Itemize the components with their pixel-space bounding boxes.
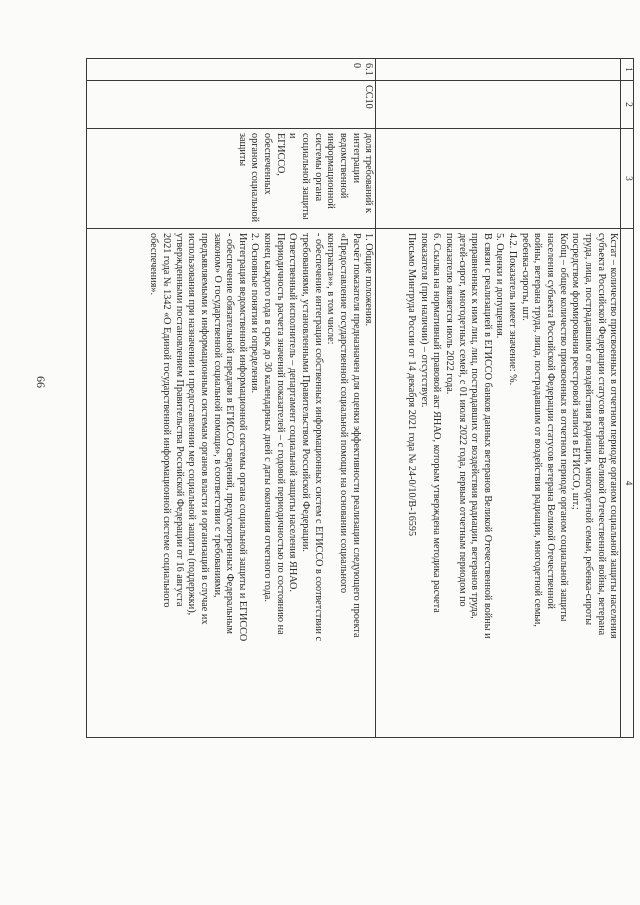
text-line: войны, ветерана труда, лица, пострадавшим от воздействия радиации, многодетной семьи, (532, 233, 544, 627)
text-line: детей-сирот, многодетных семей, с 01 июля 2022 года, первым отчетным периодом по (456, 233, 468, 607)
text-line: обеспеченных (262, 133, 274, 195)
table-header-row (621, 59, 634, 738)
indicator-table (86, 58, 634, 738)
text-line: информационной (325, 133, 337, 209)
text-line: 1. Общие положения. (363, 233, 375, 326)
cell-number: 6.10 (87, 59, 376, 81)
text-line: Интеграция ведомственной информационной системы органа социальной защиты и ЕГИССО (236, 233, 248, 642)
cell-methodology (376, 229, 621, 738)
text-line: 5. Оценки и допущения. (494, 233, 506, 339)
text-line: органом социальной (249, 133, 261, 223)
table-row-continuation (376, 59, 621, 738)
text-line: 6. Ссылка на нормативный правовой акт ЯНАО, которым утверждена методика расчета (431, 233, 443, 613)
text-line: контракта»», в том числе: (325, 233, 337, 345)
table-row-6-10 (87, 59, 376, 738)
text-line: защиты (236, 133, 248, 167)
text-line: 2. Основные понятия и определения. (249, 233, 261, 394)
text-line: доля требований к (363, 133, 375, 213)
text-line: Расчёт показателя предназначен для оценки эффективности реализации следующего проекта (350, 233, 362, 638)
header-cell: 2 (621, 81, 634, 129)
text-line: приравненных к ним лиц, лиц, пострадавших от воздействия радиации, ветеранов труда, (469, 233, 481, 619)
text-line: Периодичность расчета значений показателей – с годовой периодичностью по состоянию на (274, 233, 286, 635)
text-line: 2021 года № 1342 «О Единой государственной информационной системе социального (160, 233, 172, 608)
cell-code (376, 81, 621, 129)
text-line: использования при назначении и предоставлении мер социальной защиты (поддержки), (186, 233, 198, 616)
text-line: субъекта Российской Федерации статусов ветерана Великой Отечественной войны, ветерана (595, 233, 607, 636)
header-cell: 1 (621, 59, 634, 81)
text-line: Письмо Минтруда России от 14 декабря 2021 года № 24-0/10/В-16595 (405, 233, 417, 537)
text-line: утвержденными постановлением Правительства Российской Федерации от 16 августа (173, 233, 185, 607)
text-line: социальной защиты и (287, 133, 312, 220)
text-line: показателя (при наличии) – отсутствует. (418, 233, 430, 408)
cell-number (376, 59, 621, 81)
text-line: «Предоставление государственной социальной помощи на основании социального (337, 233, 349, 594)
header-cell: 3 (621, 129, 634, 229)
text-line: требованиями, установленными Правительством Российской Федерации. (300, 233, 312, 552)
text-line: законом» О государственной социальной помощи», в соответствии с требованиями, (211, 233, 223, 598)
rotated-table-container (86, 58, 634, 738)
text-line: Кстат – количество присвоенных в отчетном периоде органом социальной защиты населения (608, 233, 620, 639)
text-line: труда, лица, пострадавшим от воздействия радиации, многодетной семьи, ребенка-сироты (582, 233, 594, 626)
text-line: конец каждого года в срок до 30 календарных дней с даты окончания отчетного года. (262, 233, 274, 602)
text-line: ЕГИССО, (274, 133, 286, 176)
cell-code: СС10 (87, 81, 376, 129)
text-line: показателю является июль 2022 года. (443, 233, 455, 395)
text-line: - обеспечение обязательной передачи в ЕГИССО сведений, предусмотренных Федеральным (224, 233, 236, 635)
text-line: Ответственный исполнитель – департамент социальной защиты населения ЯНАО. (287, 233, 299, 592)
text-line: посредством формирования реестровой записи в ЕГИССО, шт.; (570, 233, 582, 510)
text-line: населения субъекта Российской Федерации статусов ветерана Великой Отечественной (545, 233, 557, 609)
cell-methodology (87, 229, 376, 738)
text-line: обеспечения». (148, 233, 160, 296)
text-line: ведомственной (337, 133, 349, 199)
text-line: В связи с реализацией в ЕГИССО банков данных ветеранов Великой Отечественной войны и (481, 233, 493, 639)
text-line: 4.2. Показатель имеет значение: %. (507, 233, 519, 386)
text-line: ребенка-сироты, шт. (519, 233, 531, 321)
header-cell: 4 (621, 229, 634, 738)
text-line: Кобщ – общее количество присвоенных в отчетном периоде органом социальной защиты (557, 233, 569, 622)
text-line: интеграции (350, 133, 362, 184)
text-line: предъявляемыми к информационным системам органов власти и организаций в случае их (198, 233, 210, 625)
cell-indicator-name (376, 129, 621, 229)
text-line: системы органа (312, 133, 324, 202)
page-number: 66 (34, 376, 48, 388)
text-line: - обеспечение интеграции собственных информационных систем с ЕГИССО в соответствии с (312, 233, 324, 642)
cell-indicator-name (87, 129, 376, 229)
